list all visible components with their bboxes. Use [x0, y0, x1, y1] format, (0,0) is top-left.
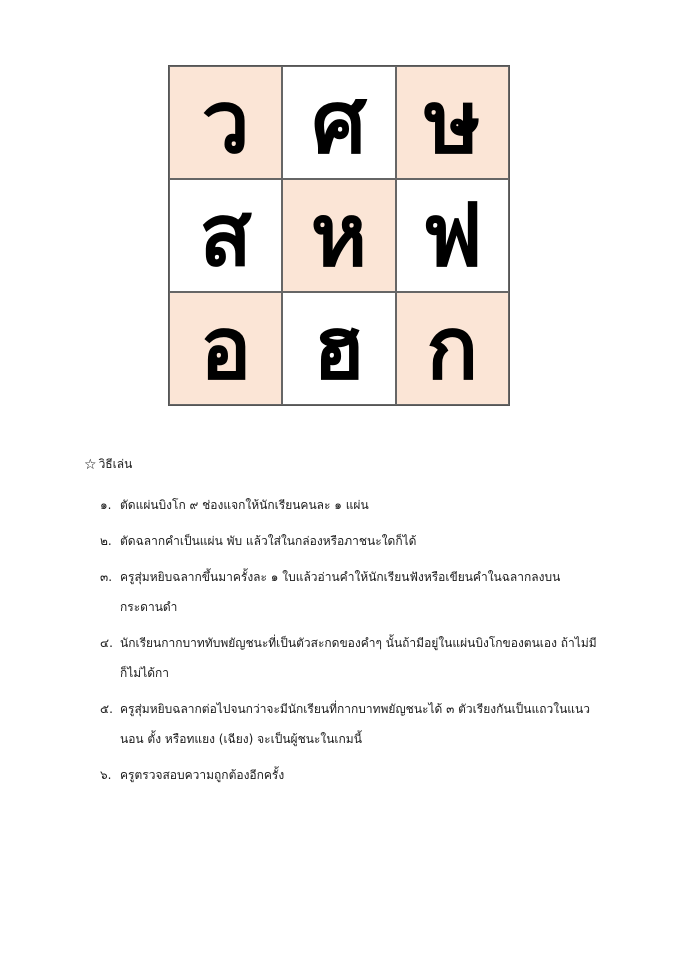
bingo-cell: ศ — [282, 66, 395, 179]
instruction-step — [100, 628, 600, 688]
bingo-grid — [168, 65, 510, 406]
step-text: ตัดแผ่นบิงโก ๙ ช่องแจกให้นักเรียนคนละ ๑ แผ่น — [120, 498, 369, 512]
step-number: ๑. — [100, 498, 112, 512]
step-number: ๔. — [100, 636, 113, 650]
instruction-step — [100, 526, 600, 556]
step-number: ๕. — [100, 702, 113, 716]
step-number: ๓. — [100, 570, 113, 584]
bingo-cell: ว — [169, 66, 282, 179]
bingo-cell: ส — [169, 179, 282, 292]
step-text: ตัดฉลากคำเป็นแผ่น พับ แล้วใส่ในกล่องหรือภาชนะใดก็ได้ — [120, 534, 417, 548]
bingo-cell: ก — [396, 292, 509, 405]
bingo-cell: ฮ — [282, 292, 395, 405]
bingo-cell: ษ — [396, 66, 509, 179]
step-number: ๒. — [100, 534, 112, 548]
step-text: นักเรียนกากบาททับพยัญชนะที่เป็นตัวสะกดของคำๆ นั้นถ้ามีอยู่ในแผ่นบิงโกของตนเอง ถ้าไม่มีก็ไม่ได้กา — [120, 636, 597, 680]
bingo-cell: อ — [169, 292, 282, 405]
star-icon: ☆ — [84, 456, 97, 473]
step-number: ๖. — [100, 768, 112, 782]
step-text: ครูสุ่มหยิบฉลากขึ้นมาครั้งละ ๑ ใบแล้วอ่านคำให้นักเรียนฟังหรือเขียนคำในฉลากลงบนกระดานดำ — [120, 570, 561, 614]
instruction-step — [100, 490, 600, 520]
how-to-play-label: วิธีเล่น — [98, 457, 133, 471]
instruction-step — [100, 694, 600, 754]
instruction-steps — [100, 490, 600, 796]
bingo-cell: ฟ — [396, 179, 509, 292]
step-text: ครูตรวจสอบความถูกต้องอีกครั้ง — [120, 768, 285, 782]
instruction-step — [100, 562, 600, 622]
how-to-play-heading — [84, 455, 132, 474]
instruction-step — [100, 760, 600, 790]
step-text: ครูสุ่มหยิบฉลากต่อไปจนกว่าจะมีนักเรียนที่กากบาทพยัญชนะได้ ๓ ตัวเรียงกันเป็นแถวในแนวนอน ตั้ง หรือทแยง (เฉียง) จะเป็นผู้ชนะในเกมนี้ — [120, 702, 590, 746]
bingo-cell: ห — [282, 179, 395, 292]
